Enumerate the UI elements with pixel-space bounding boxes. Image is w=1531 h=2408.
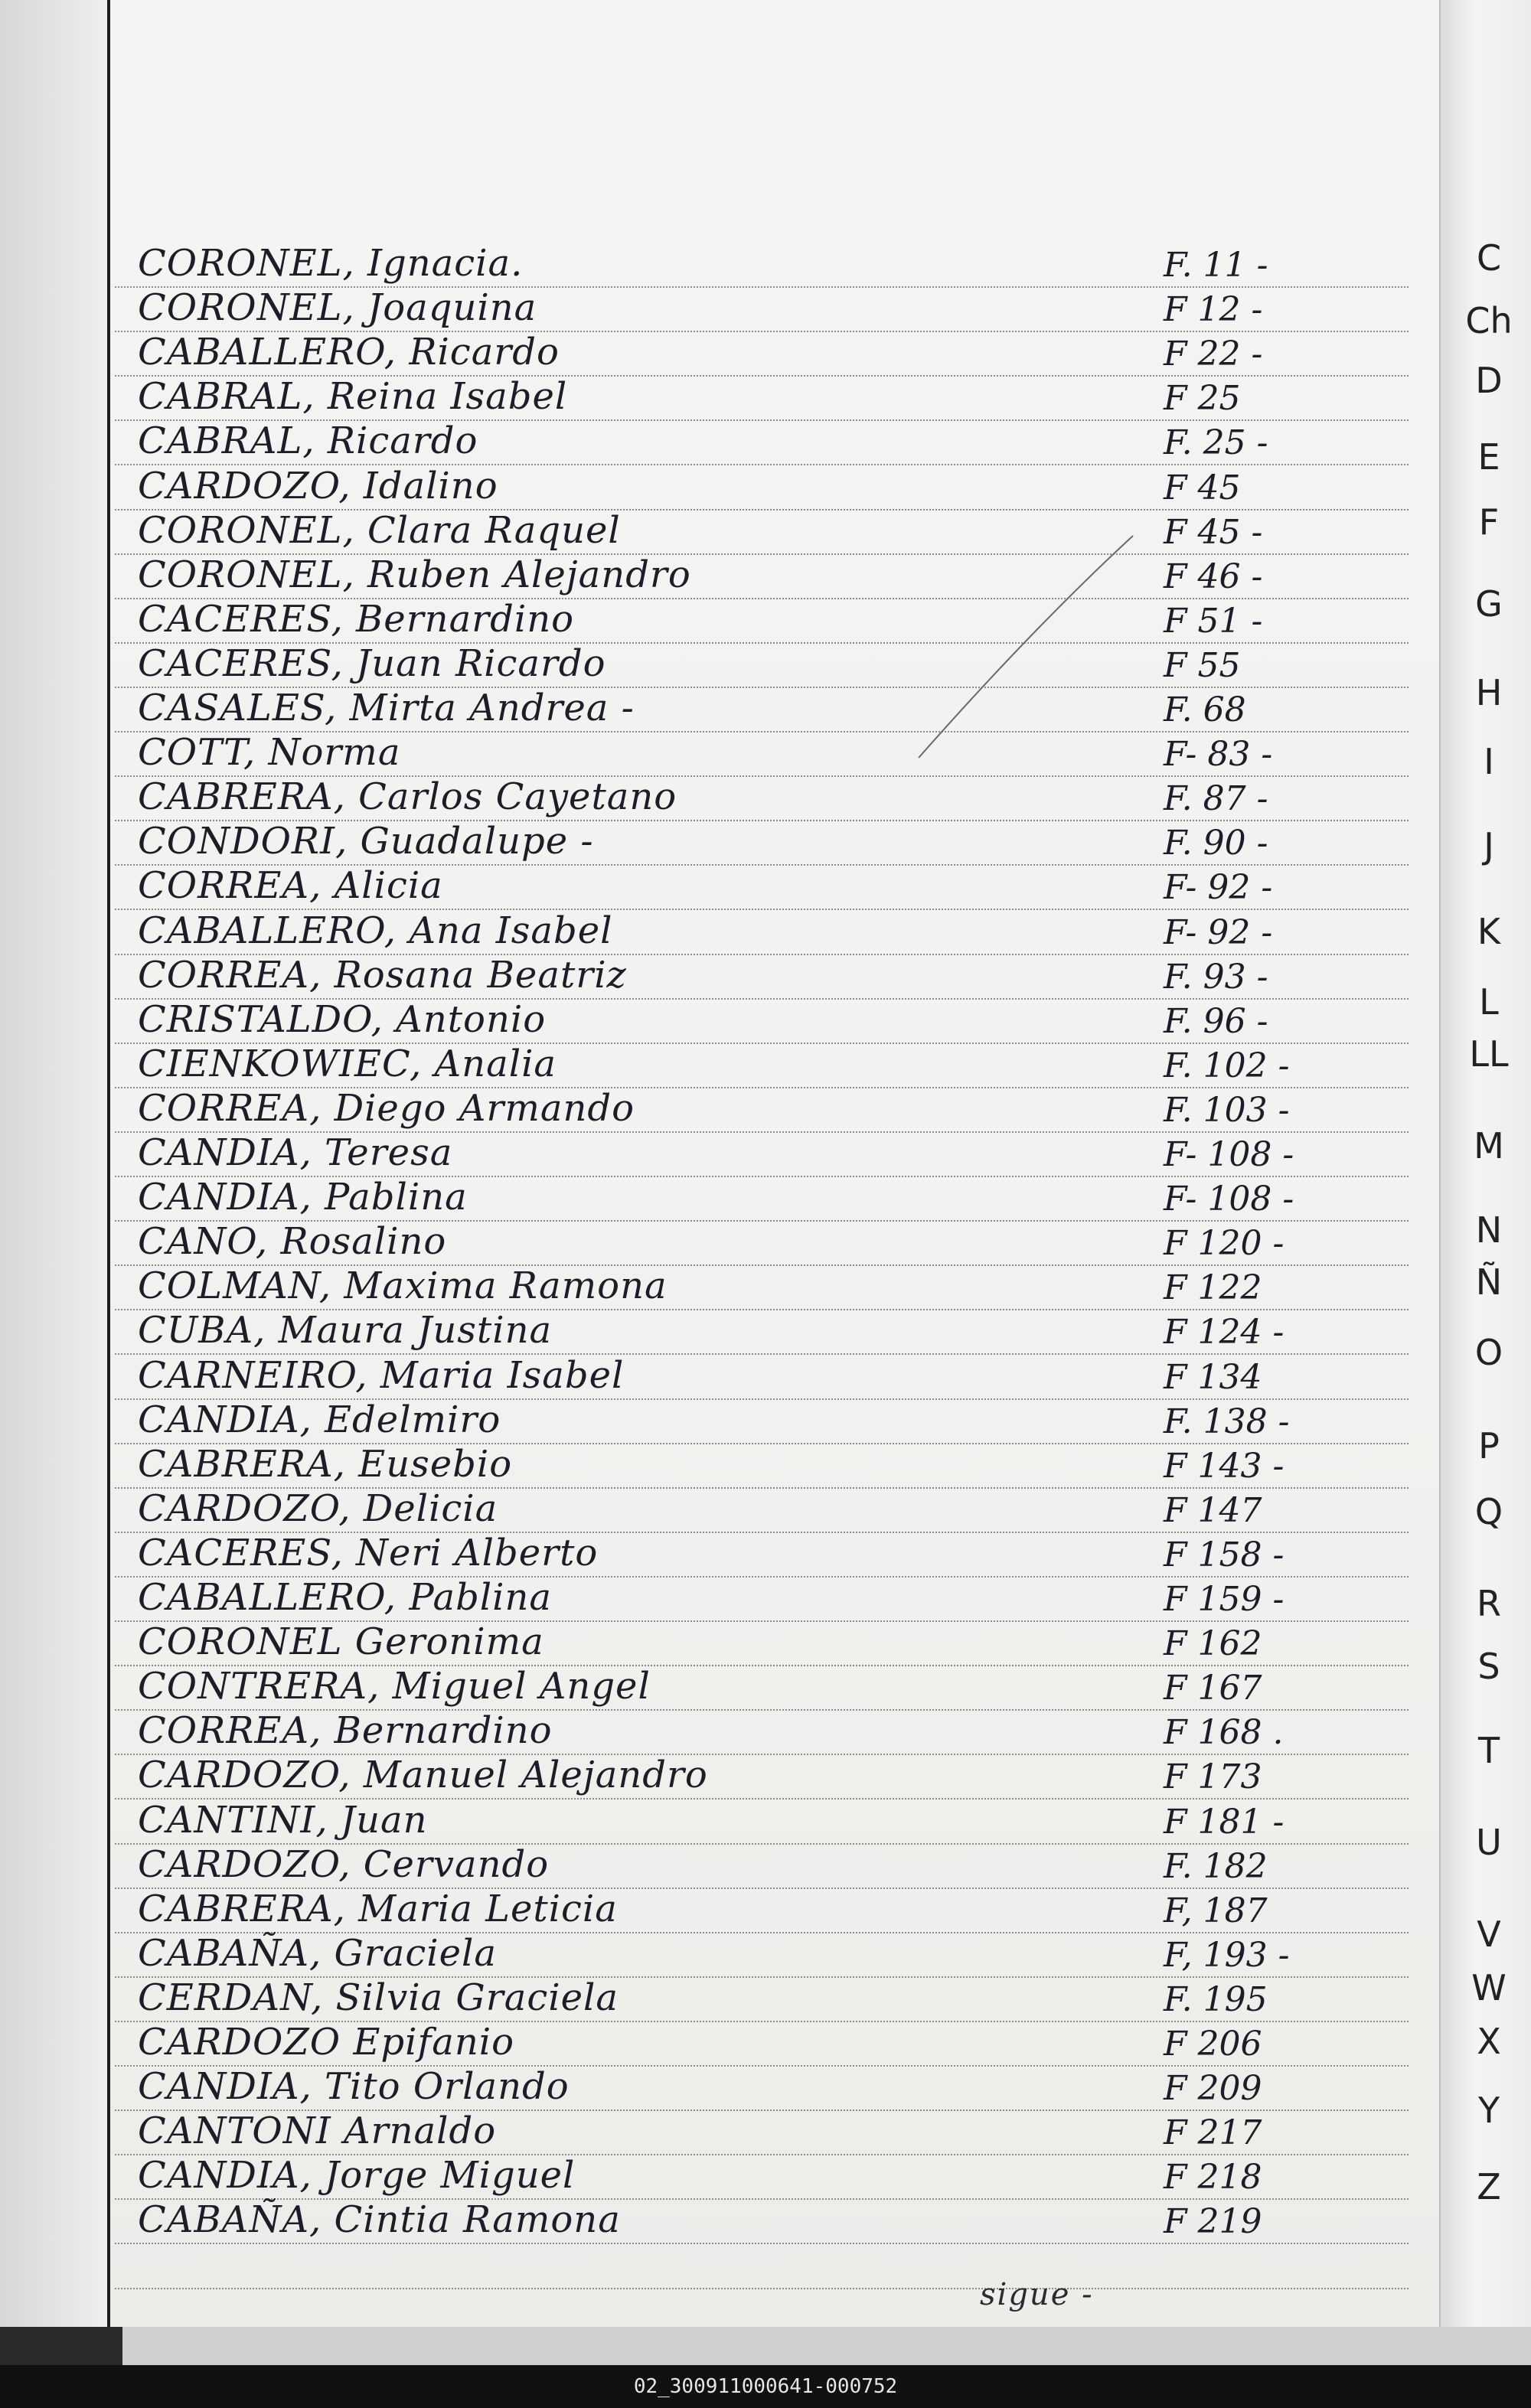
entry-folio: F 120 -	[1164, 1224, 1285, 1264]
entry-name: CERDAN, Silvia Graciela	[138, 1976, 619, 2019]
entry-name: CANDIA, Tito Orlando	[138, 2065, 570, 2109]
index-tab[interactable]: Ñ	[1475, 1261, 1503, 1303]
index-tab[interactable]: W	[1471, 1967, 1507, 2008]
entry-folio: F 158 -	[1164, 1535, 1285, 1574]
index-tab[interactable]: LL	[1469, 1033, 1509, 1075]
index-tab[interactable]: C	[1476, 237, 1502, 279]
entry-folio: F. 102 -	[1164, 1046, 1290, 1085]
entry-folio: F 134	[1164, 1357, 1262, 1397]
entry-folio: F 167	[1164, 1669, 1262, 1708]
image-caption: 02_300911000641-000752	[633, 2375, 898, 2398]
index-tab[interactable]: Y	[1477, 2090, 1500, 2131]
index-tab[interactable]: T	[1477, 1730, 1500, 1771]
entry-name: CARDOZO, Cervando	[138, 1842, 550, 1886]
entry-name: CANDIA, Teresa	[138, 1131, 453, 1174]
entry-folio: F 181 -	[1164, 1802, 1285, 1842]
entry-folio: F 159 -	[1164, 1580, 1285, 1619]
index-tab[interactable]: G	[1475, 583, 1503, 625]
entry-name: CANDIA, Pablina	[138, 1176, 468, 1219]
entry-folio: F 168 .	[1164, 1713, 1284, 1753]
entry-name: CABRAL, Reina Isabel	[138, 375, 568, 419]
entry-name: CORREA, Alicia	[138, 864, 443, 908]
entry-name: CABAÑA, Graciela	[138, 1931, 498, 1975]
index-tab[interactable]: M	[1474, 1125, 1504, 1166]
index-tab[interactable]: S	[1477, 1646, 1500, 1687]
entry-folio: F 25	[1164, 379, 1241, 419]
entry-name: CABRERA, Carlos Cayetano	[138, 775, 677, 819]
entry-folio: F- 108 -	[1164, 1135, 1294, 1174]
entry-name: CASALES, Mirta Andrea -	[138, 687, 635, 729]
entry-folio: F- 92 -	[1164, 912, 1273, 952]
entry-name: CANTINI, Juan	[138, 1798, 428, 1842]
entry-folio: F. 90 -	[1164, 824, 1268, 863]
entry-folio: F. 96 -	[1164, 1001, 1268, 1041]
entry-name: CONTRERA, Miguel Angel	[138, 1665, 651, 1708]
caption-bar	[0, 2365, 1531, 2408]
entry-name: CABRERA, Eusebio	[138, 1442, 513, 1486]
index-tab[interactable]: X	[1477, 2021, 1501, 2062]
entry-name: CABALLERO, Ana Isabel	[138, 909, 613, 952]
index-tab[interactable]: R	[1477, 1583, 1501, 1624]
index-tab[interactable]: I	[1484, 741, 1494, 782]
entry-name: CARDOZO, Idalino	[138, 464, 498, 507]
entry-name: CARDOZO Epifanio	[138, 2021, 514, 2064]
entry-folio: F. 93 -	[1164, 957, 1268, 997]
continues-note: sigue -	[980, 2277, 1094, 2312]
entry-name: CIENKOWIEC, Analia	[138, 1042, 557, 1085]
index-tab[interactable]: H	[1475, 672, 1503, 713]
entry-name: CORREA, Diego Armando	[138, 1086, 635, 1130]
index-tab[interactable]: L	[1479, 981, 1499, 1023]
index-tab[interactable]: Q	[1474, 1491, 1503, 1532]
entry-name: CACERES, Juan Ricardo	[138, 641, 606, 685]
entry-name: CANDIA, Jorge Miguel	[138, 2154, 576, 2198]
entry-folio: F. 195	[1164, 1979, 1268, 2019]
entry-name: CRISTALDO, Antonio	[138, 997, 547, 1041]
entry-folio: F 22 -	[1164, 334, 1263, 374]
index-tab[interactable]: Z	[1477, 2166, 1501, 2207]
entry-name: CACERES, Bernardino	[138, 597, 575, 641]
index-tab[interactable]: D	[1475, 360, 1503, 401]
index-tab[interactable]: F	[1478, 501, 1500, 543]
entry-name: CANDIA, Edelmiro	[138, 1398, 501, 1441]
entry-folio: F 51 -	[1164, 601, 1263, 641]
entry-folio: F. 68	[1164, 690, 1246, 729]
index-tab[interactable]: V	[1477, 1914, 1501, 1955]
index-tab[interactable]: P	[1478, 1425, 1500, 1467]
entry-folio: F- 108 -	[1164, 1180, 1294, 1219]
entry-folio: F. 103 -	[1164, 1090, 1290, 1130]
index-tab[interactable]: Ch	[1465, 300, 1513, 341]
entry-name: CABAÑA, Cintia Ramona	[138, 2198, 621, 2242]
entry-folio: F 218	[1164, 2158, 1262, 2198]
index-tab[interactable]: J	[1484, 825, 1494, 866]
entry-name: CORREA, Rosana Beatriz	[138, 953, 627, 997]
entry-folio: F 143 -	[1164, 1446, 1285, 1486]
entry-name: COLMAN, Maxima Ramona	[138, 1264, 668, 1308]
entry-name: CABALLERO, Pablina	[138, 1576, 553, 1619]
entry-folio: F 147	[1164, 1490, 1262, 1530]
index-tab[interactable]: E	[1477, 436, 1500, 478]
entry-folio: F. 182	[1164, 1846, 1268, 1886]
entry-folio: F 46 -	[1164, 556, 1263, 596]
entry-folio: F 209	[1164, 2069, 1262, 2109]
entry-folio: F 45	[1164, 468, 1241, 507]
entry-folio: F 12 -	[1164, 290, 1263, 330]
entry-folio: F, 193 -	[1164, 1935, 1290, 1975]
entry-name: CORONEL, Ignacia.	[138, 242, 524, 285]
entry-folio: F. 25 -	[1164, 423, 1268, 463]
entry-folio: F. 138 -	[1164, 1401, 1290, 1441]
entry-name: COTT, Norma	[138, 731, 401, 775]
entry-name: CORONEL, Ruben Alejandro	[138, 553, 691, 596]
entry-name: CANTONI Arnaldo	[138, 2109, 497, 2153]
entry-name: CORONEL, Joaquina	[138, 286, 537, 330]
entry-name: CACERES, Neri Alberto	[138, 1531, 599, 1574]
entry-folio: F 122	[1164, 1268, 1262, 1308]
entry-folio: F 206	[1164, 2025, 1262, 2064]
entry-name: CARDOZO, Delicia	[138, 1486, 498, 1530]
entry-folio: F. 87 -	[1164, 779, 1268, 819]
entry-folio: F 217	[1164, 2113, 1262, 2153]
entry-folio: F- 83 -	[1164, 735, 1273, 775]
index-tab[interactable]: U	[1476, 1822, 1502, 1863]
entry-folio: F 162	[1164, 1624, 1262, 1664]
entry-name: CUBA, Maura Justina	[138, 1309, 553, 1352]
entry-folio: F- 92 -	[1164, 868, 1273, 908]
entry-folio: F 173	[1164, 1757, 1262, 1797]
index-tab[interactable]: K	[1477, 911, 1501, 952]
entry-folio: F. 11 -	[1164, 246, 1268, 285]
entry-folio: F 55	[1164, 645, 1241, 685]
entry-name: CORREA, Bernardino	[138, 1709, 553, 1753]
entry-name: CONDORI, Guadalupe -	[138, 820, 594, 863]
entry-name: CABALLERO, Ricardo	[138, 331, 560, 374]
entry-folio: F 45 -	[1164, 512, 1263, 552]
entry-name: CABRERA, Maria Leticia	[138, 1887, 618, 1930]
entry-name: CARNEIRO, Maria Isabel	[138, 1353, 625, 1397]
index-tab[interactable]: N	[1475, 1209, 1503, 1251]
entry-folio: F 219	[1164, 2202, 1262, 2242]
entry-name: CORONEL Geronima	[138, 1620, 544, 1664]
entry-name: CARDOZO, Manuel Alejandro	[138, 1754, 708, 1797]
entry-folio: F, 187	[1164, 1891, 1268, 1930]
entry-name: CABRAL, Ricardo	[138, 419, 478, 463]
entry-name: CORONEL, Clara Raquel	[138, 508, 621, 552]
page-bottom-strip	[122, 2327, 1531, 2365]
entry-folio: F 124 -	[1164, 1313, 1285, 1352]
entry-name: CANO, Rosalino	[138, 1220, 447, 1264]
index-tab[interactable]: O	[1474, 1332, 1503, 1373]
